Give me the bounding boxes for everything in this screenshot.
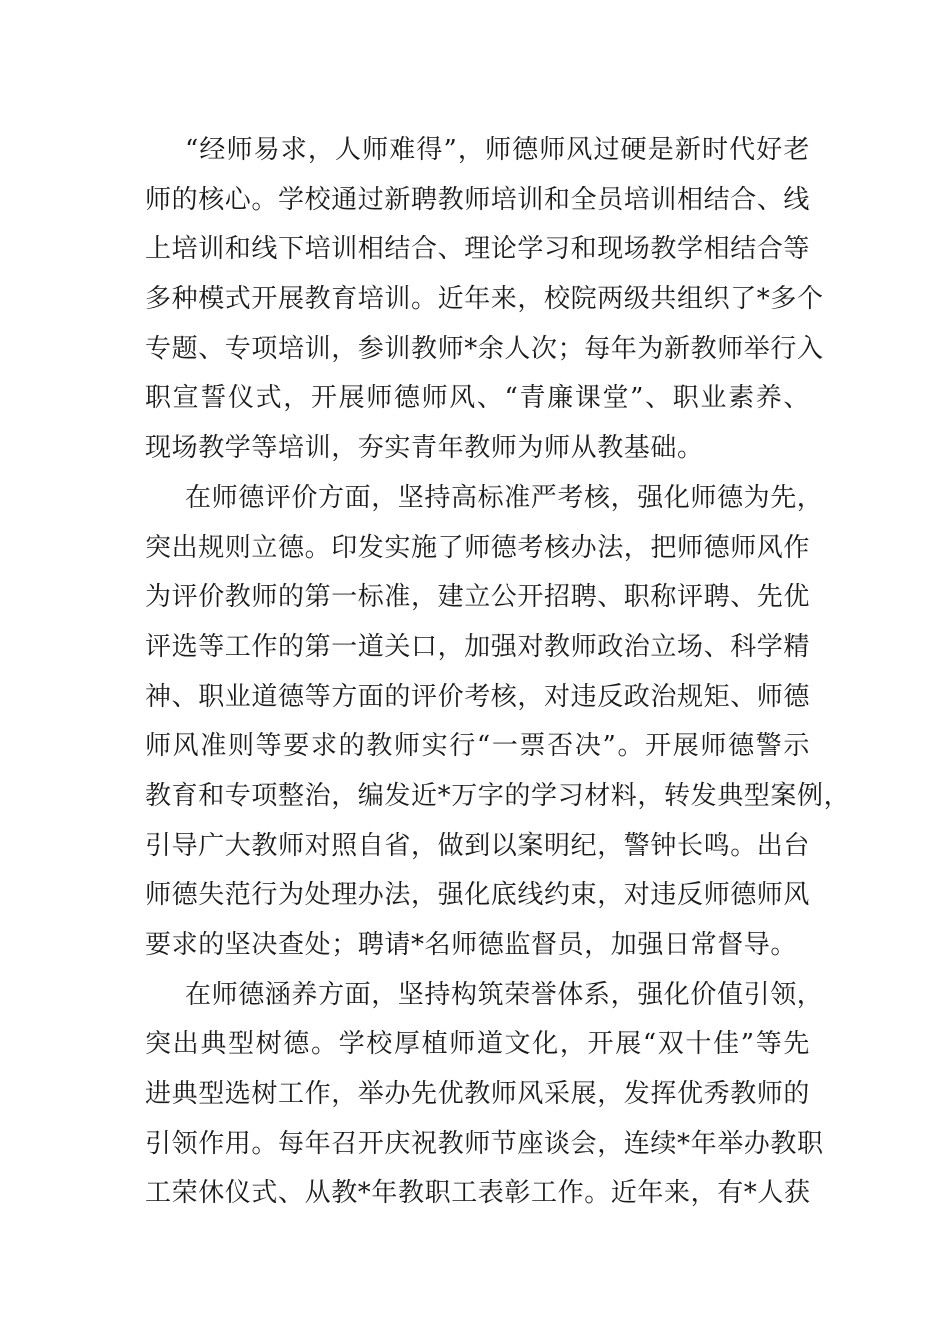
paragraph-1-line-6: 职宣誓仪式，开展师德师风、“青廉课堂”、职业素养、 — [145, 383, 810, 414]
paragraph-1-line-5: 专题、专项培训，参训教师*余人次；每年为新教师举行入 — [145, 333, 824, 364]
paragraph-2-line-4: 评选等工作的第一道关口，加强对教师政治立场、科学精 — [145, 631, 811, 662]
paragraph-2-line-3: 为评价教师的第一标准，建立公开招聘、职称评聘、先优 — [145, 582, 811, 613]
paragraph-1-line-4: 多种模式开展教育培训。近年来，校院两级共组织了*多个 — [145, 284, 824, 315]
paragraph-2-line-9: 师德失范行为处理办法，强化底线约束，对违反师德师风 — [145, 880, 811, 911]
paragraph-3-line-1: 在师德涵养方面，坚持构筑荣誉体系，强化价值引领， — [185, 979, 824, 1010]
paragraph-2-line-7: 教育和专项整治，编发近*万字的学习材料，转发典型案例， — [145, 780, 851, 811]
paragraph-1-line-1: “经师易求，人师难得”，师德师风过硬是新时代好老 — [185, 135, 810, 165]
paragraph-1-line-2: 师的核心。学校通过新聘教师培训和全员培训相结合、线 — [145, 184, 811, 215]
paragraph-2-line-2: 突出规则立德。印发实施了师德考核办法，把师德师风作 — [145, 532, 811, 563]
paragraph-1-line-7: 现场教学等培训，夯实青年教师为师从教基础。 — [145, 433, 704, 464]
paragraph-2-line-5: 神、职业道德等方面的评价考核，对违反政治规矩、师德 — [145, 681, 811, 712]
paragraph-3-line-3: 进典型选树工作，举办先优教师风采展，发挥优秀教师的 — [145, 1079, 811, 1110]
paragraph-2-line-6: 师风准则等要求的教师实行“一票否决”。开展师德警示 — [145, 731, 810, 762]
document-body — [145, 126, 851, 1219]
paragraph-3-line-5: 工荣休仪式、从教*年教职工表彰工作。近年来，有*人获 — [145, 1178, 811, 1209]
paragraph-2-line-8: 引导广大教师对照自省，做到以案明纪，警钟长鸣。出台 — [145, 830, 811, 861]
paragraph-2-line-10: 要求的坚决查处；聘请*名师德监督员，加强日常督导。 — [145, 930, 798, 960]
paragraph-3-line-4: 引领作用。每年召开庆祝教师节座谈会，连续*年举办教职 — [145, 1128, 824, 1159]
paragraph-2-line-1: 在师德评价方面，坚持高标准严考核，强化师德为先， — [185, 482, 824, 513]
paragraph-1-line-3: 上培训和线下培训相结合、理论学习和现场教学相结合等 — [145, 234, 811, 265]
paragraph-3-line-2: 突出典型树德。学校厚植师道文化，开展“双十佳”等先 — [145, 1029, 810, 1060]
